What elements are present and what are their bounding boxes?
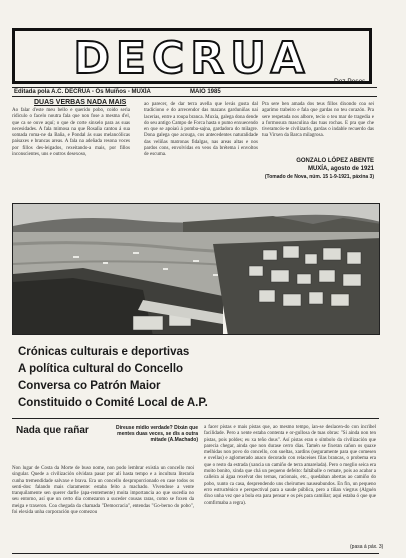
signature-source: (Tomado de Nova, núm. 15 1-9-1921, páxina 3) [264,174,374,180]
divider [12,418,379,419]
article1-headline: DUAS VERBAS NADA MAIS [34,99,127,106]
headline-item[interactable]: Crónicas culturais e deportivas [18,346,190,358]
article2-quote: Direuse mìdio verdade? Dixán que mentes duas veces, se dis a outra mitade (A.Machado) [116,425,198,443]
edited-by: Editada pola A.C. DECRUA - Os Muíños - MUXÍA [14,89,151,95]
front-headlines [18,344,208,412]
masthead-title: DECRUA [73,33,311,84]
article1-col3: Pra sere ben amada dos teus fillos dixondo coa sei agarimo trabeiro e fala que gardas no teu corazón. Pra sere respetada nos albore, tecio o teu mar de tragedia e a formosura masculina das tuas rochas. E pra que che tiveramcós-te civilizarlo, gardas o indable recuerdo das tua Virxen da Barca milagrosa. [262,102,374,139]
article2-headline: Nada que rañar [16,425,89,436]
masthead [12,28,372,84]
article2-col1: Non lugar de Costa da Morte de buso nome, non podo lembrar existia un concello moi singular. Quede a civilización olvidara pasar por alí hasta tempo e a incultura literaria cunha tremendidade salvaxe e brava. Era un concello desproporcionado en case todos os senti-dos: falando mais claramente: estaba feito a machado. Vivendose a vente tranquilamente sen querer darlle (apa-rentemente) moita importancia ao que sucedia no seu entorno, así que un certo dia comezaron a suceder cousas raras, como se foxen da meiga e traxeron. Coa chegada da chamada "Democracia", entendas "Go-berno do pobo", foi elexida unha corporación que comezou [12,466,194,516]
signature-name: GONZALO LÓPEZ ABENTE [296,158,374,164]
harbor-photo [12,203,380,335]
bottom-rule [12,553,379,554]
headline-item[interactable]: Constituido o Comité Local de A.P. [18,397,208,409]
headline-item[interactable]: A política cultural do Concello [18,363,184,375]
issue-date: MAIO 1985 [190,89,221,95]
price-label: Dez Pesos [334,78,366,85]
signature-place: MUXÍA, agosto de 1921 [307,166,374,172]
article2-col2: a facer pistas e mais pistas que, ao mesmo tempo, ían-se deslacen-do con incrìbel facilidade. Pero a xente estaba contenta e or-gullosa de tuas obras: "Si ainda non ten pistas, pois poldes; eu xa teño dous". Así pistas eran o símbolo da civilización que parecia chegar, ainda que non durase cerro dias. Tamén se fixeran cañon os quaxe melhidas non povo do concello, con sueltas, xardins (seguramente para que comesen e ovellas) e aglomerado anaco decorado con relaceises filas brancas, o probema era que o resto da estrada (xancia un camiño de terra amarelada). Pero o meglio seica era moito bonito, xinda que chá un pequeno defeito: faltáballe o remate, pois ao acabar a calleira ai ágaa rexelvat dos ternas, racionais, etc., quedaban abertas ao camiño do pobo, xunto ca casa, desprendendo uns cheirumes nauseabundos. En fin, un pequeno erro estructénico e perspectival para a saude pública, pero a tiñan viegrus (Alguén dixo unha vez que a bola era para pensar e os pés para camiñar; aquí estaba ó que que comfirmaba a regra). [204,425,376,506]
article1-col1: Ao falar d'este meu bello e querido pobo, coido serìa ridìculo o facelo noutra fala que non fose a mesma d'el, que ca se ouve aquí; o que de corte sinxelo para as suas necesidades. A fala mimosa na que Rosalìa cantou á sua somada roma-ne da Baña, e Pondal ás suas melancólicas paisaxes e brancas areas. A fala na adeñada resona voces por fillos des-leigados, rexeitando-a mais, por fillos inconscientes, uns e outros desexoso, [12,108,130,158]
continued-label[interactable]: (pasa á páx. 3) [350,544,384,550]
headline-item[interactable]: Conversa co Patrón Maior [18,380,161,392]
harbor-photo-graphic [13,204,380,335]
edition-bar [12,87,377,97]
article1-col2: ao parecer, de dar terra avella que levás gusta dal tradiciono e do arrecendor das mazans garduniñas nai lacerias, entre a roupa branca. Muxía, galega dona dende do seu antigo Campo de Forca hasta o pumo enxuecendo en que se apoiaú á pomba-sajna, gardadora do milagre. Dona galega que acouga, cos antecedentes naturalidade das veliñas matronas fidalgas, nas areas altas e nos pardos cons, envolvidas en veos da brétema i envoltos de escuma. [144,102,258,158]
